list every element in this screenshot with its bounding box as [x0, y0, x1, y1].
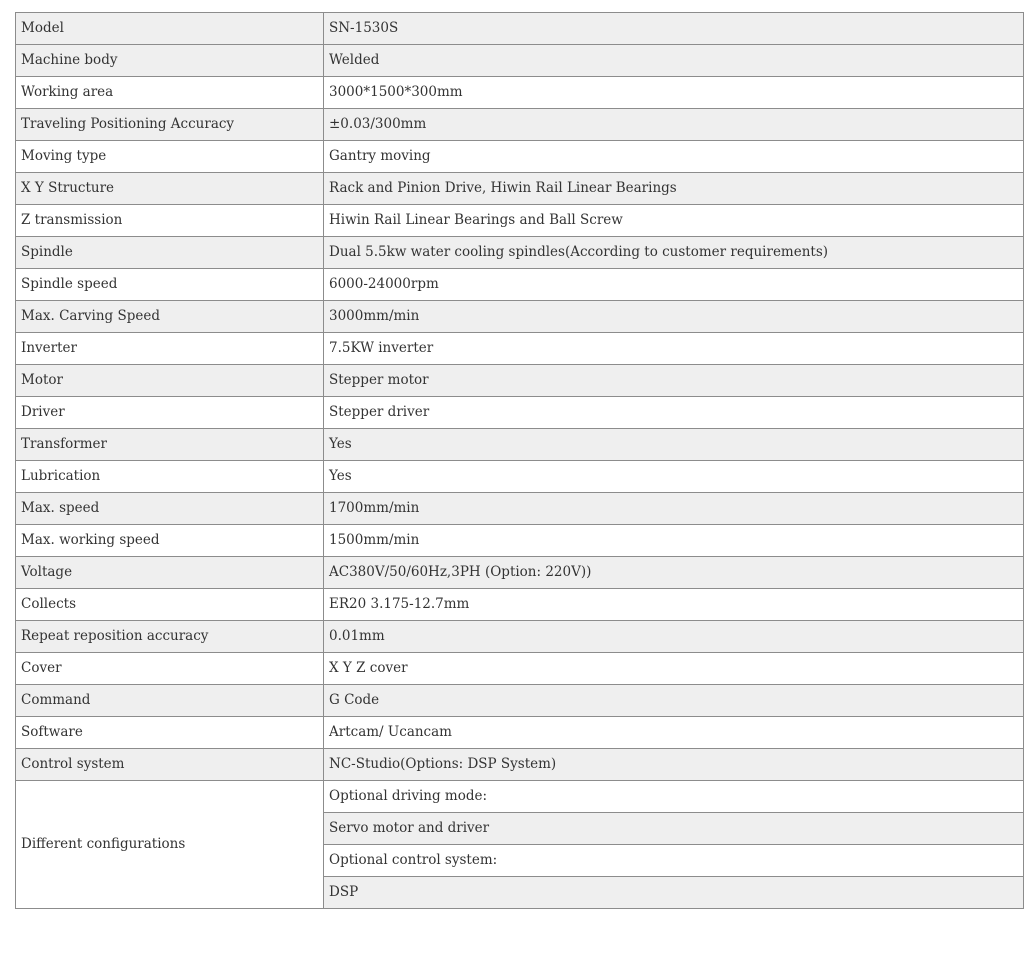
row-label: Max. working speed — [16, 525, 324, 557]
table-row — [16, 397, 1024, 429]
table-row — [16, 717, 1024, 749]
row-label: Inverter — [16, 333, 324, 365]
row-label: Transformer — [16, 429, 324, 461]
row-label: Working area — [16, 77, 324, 109]
table-row — [16, 205, 1024, 237]
table-row — [16, 333, 1024, 365]
row-label: Traveling Positioning Accuracy — [16, 109, 324, 141]
spec-table-body — [16, 13, 1024, 909]
configuration-value: DSP — [324, 877, 1024, 909]
table-row — [16, 173, 1024, 205]
table-row — [16, 685, 1024, 717]
row-value: 3000*1500*300mm — [324, 77, 1024, 109]
row-value: ±0.03/300mm — [324, 109, 1024, 141]
table-row — [16, 749, 1024, 781]
row-label: Max. speed — [16, 493, 324, 525]
row-label: Lubrication — [16, 461, 324, 493]
table-row — [16, 141, 1024, 173]
table-row — [16, 365, 1024, 397]
row-value: 1700mm/min — [324, 493, 1024, 525]
configurations-label: Different configurations — [16, 781, 324, 909]
row-label: Control system — [16, 749, 324, 781]
row-value: ER20 3.175-12.7mm — [324, 589, 1024, 621]
row-value: Artcam/ Ucancam — [324, 717, 1024, 749]
table-row — [16, 493, 1024, 525]
table-row — [16, 621, 1024, 653]
table-row — [16, 45, 1024, 77]
row-value: Yes — [324, 461, 1024, 493]
row-value: Stepper motor — [324, 365, 1024, 397]
table-row — [16, 429, 1024, 461]
table-row — [16, 269, 1024, 301]
configuration-value: Optional driving mode: — [324, 781, 1024, 813]
row-value: 0.01mm — [324, 621, 1024, 653]
row-value: Dual 5.5kw water cooling spindles(According to customer requirements) — [324, 237, 1024, 269]
row-value: Stepper driver — [324, 397, 1024, 429]
row-label: Repeat reposition accuracy — [16, 621, 324, 653]
table-row — [16, 525, 1024, 557]
row-value: 3000mm/min — [324, 301, 1024, 333]
table-row — [16, 109, 1024, 141]
table-row — [16, 653, 1024, 685]
table-row — [16, 237, 1024, 269]
row-value: 1500mm/min — [324, 525, 1024, 557]
row-label: Driver — [16, 397, 324, 429]
row-label: Z transmission — [16, 205, 324, 237]
table-row — [16, 301, 1024, 333]
spec-table — [15, 12, 1024, 909]
row-value: Welded — [324, 45, 1024, 77]
row-label: Software — [16, 717, 324, 749]
row-label: X Y Structure — [16, 173, 324, 205]
row-label: Collects — [16, 589, 324, 621]
row-value: Rack and Pinion Drive, Hiwin Rail Linear Bearings — [324, 173, 1024, 205]
table-row — [16, 13, 1024, 45]
row-value: G Code — [324, 685, 1024, 717]
row-label: Command — [16, 685, 324, 717]
row-label: Voltage — [16, 557, 324, 589]
row-label: Spindle — [16, 237, 324, 269]
row-label: Machine body — [16, 45, 324, 77]
row-value: X Y Z cover — [324, 653, 1024, 685]
row-value: 6000-24000rpm — [324, 269, 1024, 301]
configuration-value: Servo motor and driver — [324, 813, 1024, 845]
row-label: Spindle speed — [16, 269, 324, 301]
row-label: Model — [16, 13, 324, 45]
row-value: NC-Studio(Options: DSP System) — [324, 749, 1024, 781]
table-row — [16, 77, 1024, 109]
row-value: Gantry moving — [324, 141, 1024, 173]
row-value: Hiwin Rail Linear Bearings and Ball Screw — [324, 205, 1024, 237]
table-row — [16, 461, 1024, 493]
row-label: Motor — [16, 365, 324, 397]
configuration-value: Optional control system: — [324, 845, 1024, 877]
row-value: SN-1530S — [324, 13, 1024, 45]
row-label: Moving type — [16, 141, 324, 173]
row-value: Yes — [324, 429, 1024, 461]
row-label: Max. Carving Speed — [16, 301, 324, 333]
row-value: AC380V/50/60Hz,3PH (Option: 220V)) — [324, 557, 1024, 589]
row-label: Cover — [16, 653, 324, 685]
table-row — [16, 557, 1024, 589]
table-row — [16, 781, 1024, 813]
row-value: 7.5KW inverter — [324, 333, 1024, 365]
table-row — [16, 589, 1024, 621]
